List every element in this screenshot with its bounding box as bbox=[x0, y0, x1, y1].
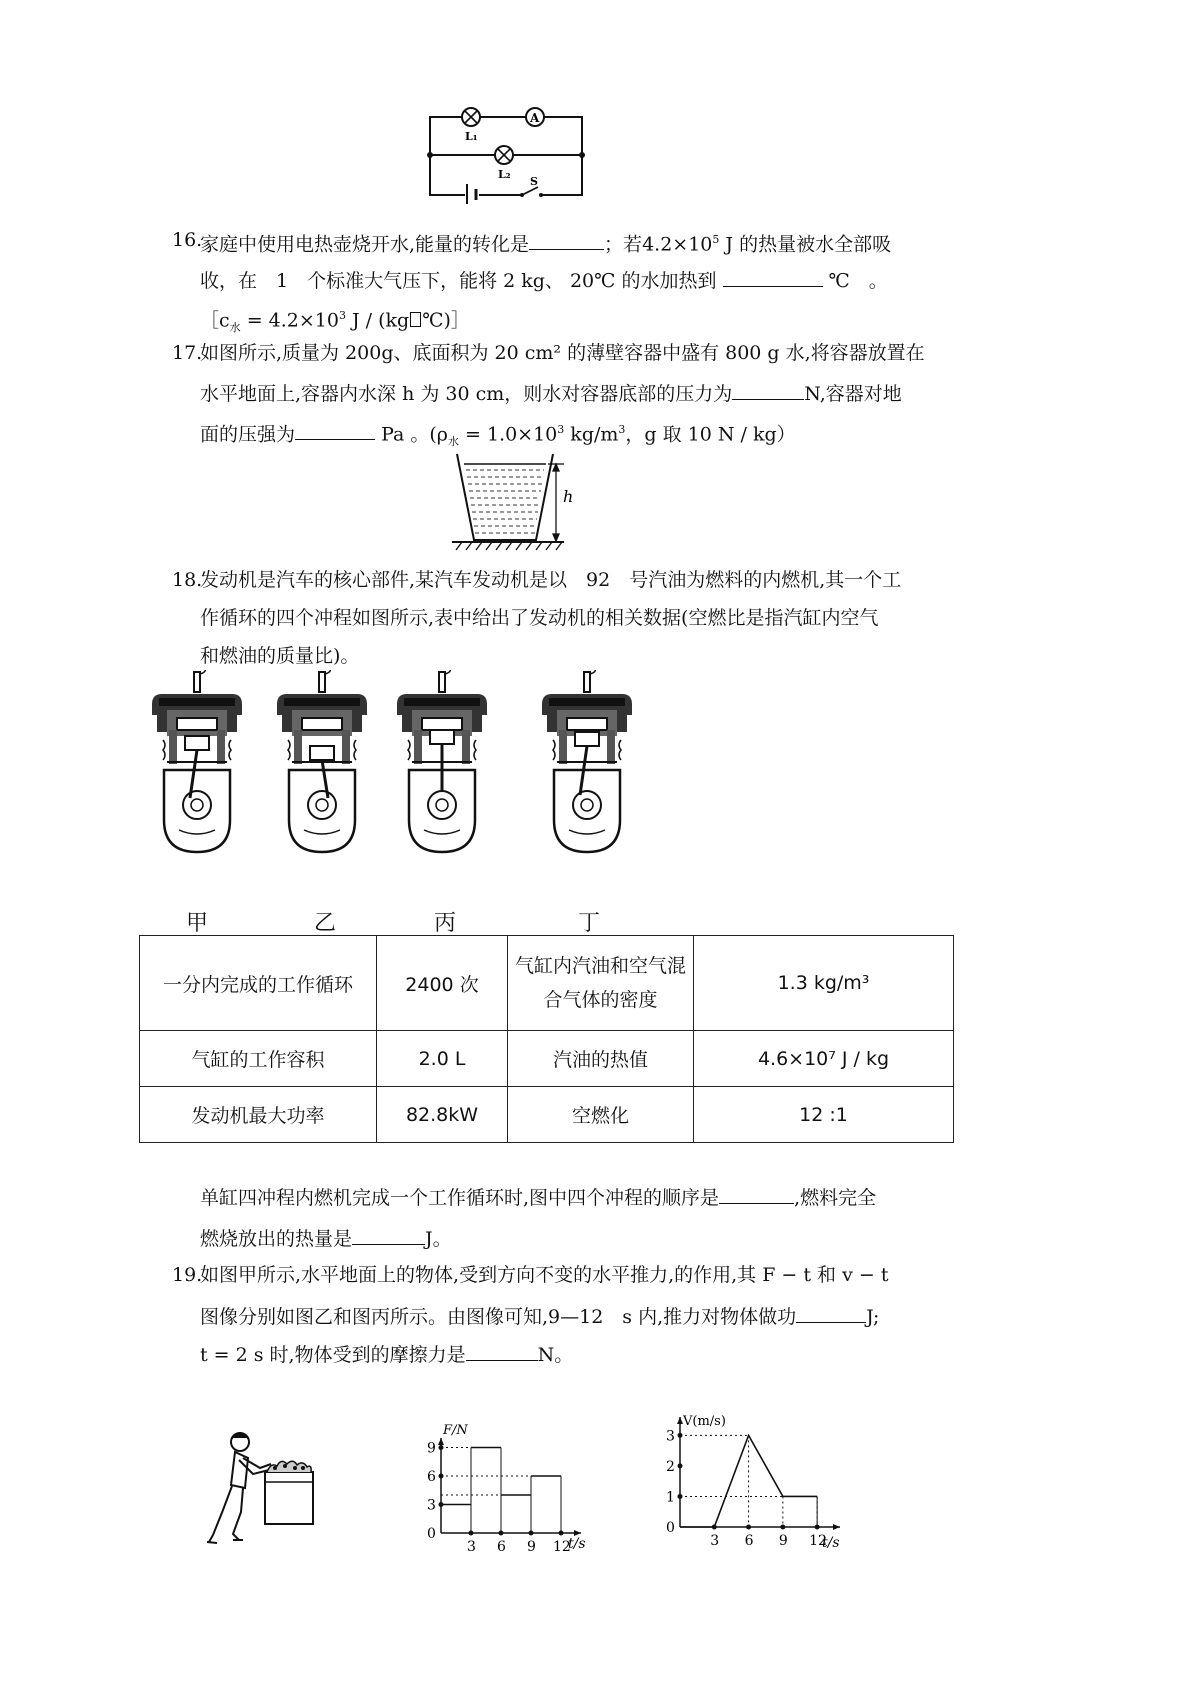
velocity-time-xlabel: t/s bbox=[822, 1535, 840, 1551]
question-19-line-3: t = 2 s 时,物体受到的摩擦力是 N。 bbox=[200, 1340, 573, 1368]
question-16-line-3: $[c_水 = 4.2\times 10^3$ J / (kg ℃)］ bbox=[200, 309, 470, 335]
engine-ding-icon bbox=[542, 670, 632, 852]
question-17-line-1: 如图所示,质量为 200g、底面积为 20 cm² 的薄壁容器中盛有 800 g 水,将容器放置在 bbox=[200, 342, 925, 364]
lamp-l2-icon bbox=[495, 146, 513, 164]
x-tick-label: 3 bbox=[467, 1539, 476, 1555]
depth-arrow bbox=[548, 464, 564, 541]
question-16-line-1: 家庭中使用电热壶烧开水,能量的转化是 ；若$4.2\times 10^5$ J 的热量被水全部吸 bbox=[200, 227, 891, 257]
water-container-figure bbox=[452, 452, 582, 554]
engine-data-table bbox=[139, 935, 954, 1143]
x-tick-label: 12 bbox=[553, 1539, 571, 1555]
question-17-number: 17. bbox=[172, 342, 203, 364]
engine-bing-icon bbox=[397, 670, 487, 852]
question-18-number: 18. bbox=[172, 569, 203, 591]
box-icon bbox=[265, 1461, 313, 1524]
depth-label: h bbox=[563, 487, 574, 506]
table-cell: 1.3 kg/m³ bbox=[694, 936, 954, 1031]
table-cell: 82.8kW bbox=[377, 1087, 508, 1143]
force-time-series bbox=[441, 1448, 561, 1534]
x-tick-label: 9 bbox=[527, 1539, 536, 1555]
table-cell: 发动机最大功率 bbox=[140, 1087, 377, 1143]
x-tick-label: 6 bbox=[744, 1533, 754, 1549]
question-19-number: 19. bbox=[172, 1264, 203, 1286]
y-tick-label: 6 bbox=[427, 1469, 436, 1485]
table-row bbox=[140, 1031, 954, 1087]
water-fill bbox=[466, 470, 544, 533]
answer-blank[interactable] bbox=[732, 379, 804, 400]
y-tick-label: 9 bbox=[427, 1440, 436, 1457]
table-cell: 2.0 L bbox=[377, 1031, 508, 1087]
question-18-after-1: 单缸四冲程内燃机完成一个工作循环时,图中四个冲程的顺序是 ,燃料完全 bbox=[200, 1183, 876, 1211]
velocity-time-chart bbox=[650, 1405, 850, 1570]
question-17-line-3: 面的压强为 Pa 。($\rho_水 = 1.0\times 10^3$ $kg/m^3$，g 取 10 N / kg） bbox=[200, 417, 796, 455]
y-tick-label: 0 bbox=[427, 1526, 436, 1542]
lamp-l2-label: L₂ bbox=[498, 168, 511, 181]
ammeter-icon bbox=[526, 108, 544, 126]
y-tick-label: 3 bbox=[666, 1428, 675, 1445]
velocity-time-axes bbox=[666, 1417, 840, 1549]
question-19-line-2: 图像分别如图乙和图丙所示。由图像可知,9—12 s 内,推力对物体做功 J; bbox=[200, 1302, 879, 1330]
answer-blank[interactable] bbox=[295, 419, 375, 440]
question-16-line-2: 收，在 1 个标准大气压下，能将 2 kg、 20℃ 的水加热到 ℃ 。 bbox=[200, 266, 888, 294]
engine-yi-icon bbox=[277, 670, 367, 852]
x-tick-label: 6 bbox=[497, 1539, 506, 1555]
question-18-after-2: 燃烧放出的热量是 J。 bbox=[200, 1224, 452, 1252]
x-axis-arrow bbox=[833, 1524, 840, 1530]
circuit-diagram bbox=[425, 100, 595, 205]
velocity-time-series bbox=[680, 1435, 817, 1527]
y-tick-dot bbox=[678, 1463, 683, 1468]
force-time-chart bbox=[405, 1420, 590, 1570]
table-cell: 4.6×10⁷ J / kg bbox=[694, 1031, 954, 1087]
battery-icon bbox=[465, 184, 479, 205]
force-time-xlabel: t/s bbox=[568, 1536, 586, 1552]
answer-blank[interactable] bbox=[466, 1340, 538, 1361]
engine-label-yi: 乙 bbox=[314, 911, 337, 936]
engine-jia-icon bbox=[152, 670, 242, 852]
answer-blank[interactable] bbox=[723, 266, 823, 287]
x-tick-dot bbox=[746, 1525, 751, 1530]
answer-blank[interactable] bbox=[796, 1302, 866, 1323]
switch-icon bbox=[520, 187, 543, 200]
engine-label-ding: 丁 bbox=[578, 911, 601, 936]
table-row bbox=[140, 1087, 954, 1143]
velocity-time-ylabel: V(m/s) bbox=[683, 1414, 726, 1429]
x-tick-label: 12 bbox=[809, 1533, 827, 1549]
person-pushing-box-figure bbox=[205, 1430, 335, 1560]
question-17-line-2: 水平地面上,容器内水深 h 为 30 cm，则水对容器底部的压力为 N,容器对地 bbox=[200, 379, 902, 407]
table-cell: 气缸内汽油和空气混合气体的密度 bbox=[508, 936, 694, 1031]
question-16-number: 16. bbox=[172, 229, 203, 251]
table-cell: 气缸的工作容积 bbox=[140, 1031, 377, 1087]
container-walls bbox=[457, 454, 553, 540]
question-18-line-2: 作循环的四个冲程如图所示,表中给出了发动机的相关数据(空燃比是指汽缸内空气 bbox=[200, 607, 879, 629]
table-row bbox=[140, 936, 954, 1031]
force-time-axes bbox=[427, 1438, 581, 1555]
x-tick-label: 3 bbox=[710, 1533, 720, 1549]
engine-label-jia: 甲 bbox=[186, 911, 209, 936]
x-tick-label: 9 bbox=[778, 1533, 788, 1549]
table-cell: 12 :1 bbox=[694, 1087, 954, 1143]
lamp-l1-label: L₁ bbox=[465, 130, 478, 143]
missing-glyph-box bbox=[410, 312, 421, 327]
y-tick-label: 1 bbox=[666, 1489, 675, 1506]
lamp-l1-icon bbox=[462, 108, 480, 126]
answer-blank[interactable] bbox=[529, 229, 604, 250]
question-18-line-3: 和燃油的质量比)。 bbox=[200, 645, 360, 667]
answer-blank[interactable] bbox=[719, 1183, 794, 1204]
table-cell: 2400 次 bbox=[377, 936, 508, 1031]
table-cell: 空燃化 bbox=[508, 1087, 694, 1143]
force-time-ylabel: F/N bbox=[443, 1423, 468, 1438]
question-19-line-1: 如图甲所示,水平地面上的物体,受到方向不变的水平推力,的作用,其 F − t 和 v − t bbox=[200, 1264, 889, 1286]
table-cell: 汽油的热值 bbox=[508, 1031, 694, 1087]
switch-label: S bbox=[530, 175, 538, 188]
table-cell: 一分内完成的工作循环 bbox=[140, 936, 377, 1031]
answer-blank[interactable] bbox=[352, 1224, 425, 1245]
y-tick-label: 0 bbox=[666, 1520, 675, 1536]
y-axis-arrow bbox=[438, 1438, 444, 1445]
y-tick-label: 3 bbox=[427, 1497, 436, 1514]
engine-stroke-diagrams bbox=[140, 670, 700, 905]
svg-text:A: A bbox=[530, 111, 540, 125]
question-18-line-1: 发动机是汽车的核心部件,某汽车发动机是以 92 号汽油为燃料的内燃机,其一个工 bbox=[200, 569, 902, 591]
y-tick-label: 2 bbox=[666, 1458, 675, 1475]
engine-label-bing: 丙 bbox=[434, 911, 457, 936]
